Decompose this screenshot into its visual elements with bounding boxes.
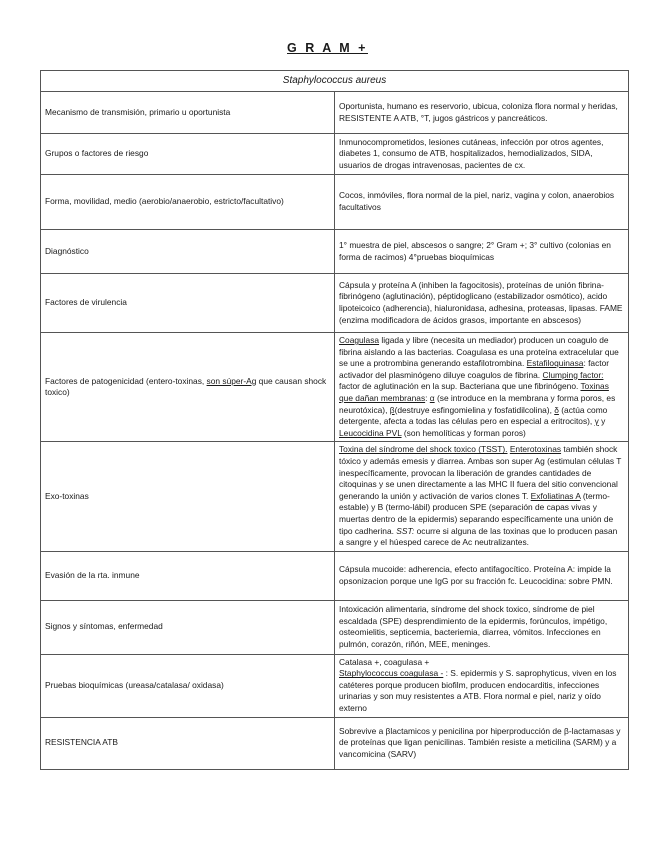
term-leucocidina: Leucocidina PVL: [339, 427, 402, 438]
row-content: Cápsula mucoide: adherencia, efecto antifagocítico. Proteína A: impide la opsonizacion porque une IgG por su fracción fc. Leucocidina: sobre PMN.: [335, 551, 629, 600]
content-text: (destruye esfingomielina y fosfatidilcolina),: [394, 404, 555, 415]
table-row: [41, 717, 629, 769]
row-content: Sobrevive a βlactamicos y penicilina por hiperproducción de β-lactamasas y de proteínas que ligan penicilinas. También resiste a meticilina (SARM) y a vancomicina (SARV): [335, 717, 629, 769]
row-label: Signos y síntomas, enfermedad: [41, 600, 335, 654]
organism-name: Staphylococcus aureus: [41, 71, 629, 92]
content-line: Catalasa +, coagulasa +: [339, 656, 430, 667]
row-content: Oportunista, humano es reservorio, ubicua, coloniza flora normal y heridas, RESISTENTE A ATB, °T, jugos gástricos y pancreáticos.: [335, 92, 629, 134]
row-label: [41, 333, 335, 442]
row-content: 1° muestra de piel, abscesos o sangre; 2° Gram +; 3° cultivo (colonias en forma de racimos) 4°pruebas bioquímicas: [335, 230, 629, 274]
term-estafiloquinasa: Estafiloquinasa: [526, 358, 584, 369]
label-text: que causan shock toxico): [45, 375, 327, 398]
row-content: Intoxicación alimentaria, síndrome del shock toxico, síndrome de piel escaldada (SPE) desprendimiento de la epidermis, forúnculos, impétigo, osteomielitis, septicemia, bacteriemia, diarrea, vómitos. Infecciones en pulmón, corazón, riñón, MEE, meninges.: [335, 600, 629, 654]
term-gamma: γ: [594, 416, 599, 427]
content-text: también shock tóxico y además emesis y diarrea. Ambas son super Ag (estimulan células T inespecíficamente, provocan la liberación de grandes cantidades de citoquinas y se unen directamente a las MHC II fuera del sitio convencional generando la unión y activación de varios clones T.: [339, 444, 622, 501]
label-text: Factores de patogenicidad (entero-toxinas,: [45, 375, 207, 386]
content-text: y: [598, 416, 606, 427]
row-label: Grupos o factores de riesgo: [41, 134, 335, 175]
table-row: [41, 274, 629, 333]
term-staph-coagulasa-neg: Staphylococcus coagulasa -: [339, 668, 444, 679]
table-row: [41, 442, 629, 551]
row-label: Forma, movilidad, medio (aerobio/anaerobio, estricto/facultativo): [41, 175, 335, 230]
row-content: Cápsula y proteína A (inhiben la fagocitosis), proteínas de unión fibrina-fibrinógeno (aglutinación), péptidoglicano (estabilizador osmótico), acido lipoteicoico (adherencia), hialuronidasa, adhesina, proteasas, lipasas. FAME (enzima modificadora de ácidos grasos, importante en abscesos): [335, 274, 629, 333]
row-label: Exo-toxinas: [41, 442, 335, 551]
term-exfoliatinas: Exfoliatinas A: [530, 490, 581, 501]
table-row: [41, 134, 629, 175]
content-text: factor de aglutinación en la sup. Bacteriana que une fibrinógeno.: [339, 381, 581, 392]
row-label: Factores de virulencia: [41, 274, 335, 333]
row-label: RESISTENCIA ATB: [41, 717, 335, 769]
table-row: [41, 230, 629, 274]
content-text: : factor activador del plasminógeno diluye coagulos de fibrina.: [339, 358, 610, 380]
row-label: Diagnóstico: [41, 230, 335, 274]
row-label: Mecanismo de transmisión, primario u oportunista: [41, 92, 335, 134]
table-row: [41, 333, 629, 442]
content-text: (son hemolíticas y forman poros): [401, 427, 526, 438]
term-clumping-factor: Clumping factor:: [542, 369, 604, 380]
content-text: (actúa como detergente, afecta a todas las células pero en especial a eritrocitos),: [339, 404, 608, 427]
term-enterotoxinas: Enterotoxinas: [509, 444, 562, 455]
term-tsst: Toxina del síndrome del shock toxico (TSST).: [339, 444, 508, 455]
row-content: [335, 442, 629, 551]
table-header-row: [41, 71, 629, 92]
page-title: G R A M +: [287, 41, 368, 55]
staph-aureus-table: [40, 70, 629, 770]
label-underlined: son súper-Ag: [206, 375, 257, 386]
term-beta: β: [389, 404, 395, 415]
row-content: Cocos, inmóviles, flora normal de la piel, nariz, vagina y colon, anaerobios facultativos: [335, 175, 629, 230]
table-row: [41, 551, 629, 600]
content-text: ocurre si alguna de las toxinas que lo producen pasan a sangre y el húesped carece de Ac neutralizantes.: [339, 525, 618, 548]
row-content: [335, 654, 629, 717]
term-toxinas-membranas: Toxinas que dañan membranas: [339, 381, 609, 403]
term-sst: SST:: [396, 525, 415, 536]
term-alpha: α: [429, 392, 435, 403]
content-text: (termo-estable) y B (termo-lábil) producen SPE (separación de capas vivas y muertas dentro de la epidermis) separando específicamente una unión de tipo cadherina.: [339, 490, 614, 536]
content-text: : S. epidermis y S. saprophyticus, viven en los catéteres porque producen biofilm, producen endocarditis, infecciones urinarias y son muy resistentes a ATB. Flora normal e piel, nariz y oído externo: [339, 668, 617, 714]
row-content: Inmunocomprometidos, lesiones cutáneas, infección por otros agentes, diabetes 1, consumo de ATB, hospitalizados, hemodializados, SIDA, usuarios de drogas intravenosas, pacientes de cx.: [335, 134, 629, 175]
table-row: [41, 92, 629, 134]
table-row: [41, 654, 629, 717]
table-row: [41, 175, 629, 230]
table-row: [41, 600, 629, 654]
term-coagulasa: Coagulasa: [339, 335, 380, 345]
row-content: [335, 333, 629, 442]
row-label: Pruebas bioquímicas (ureasa/catalasa/ oxidasa): [41, 654, 335, 717]
content-text: :: [425, 392, 430, 403]
content-text: ligada y libre (necesita un mediador) producen un coagulo de fibrina aislando a las bacterias. Coagulasa es una proteína extracelular que se une a protrombina generando estafilotrombina.: [339, 335, 619, 369]
row-label: Evasión de la rta. inmune: [41, 551, 335, 600]
term-delta: δ: [554, 404, 559, 415]
content-text: (se introduce en la membrana y forma poros, es neurotóxica),: [339, 392, 616, 415]
